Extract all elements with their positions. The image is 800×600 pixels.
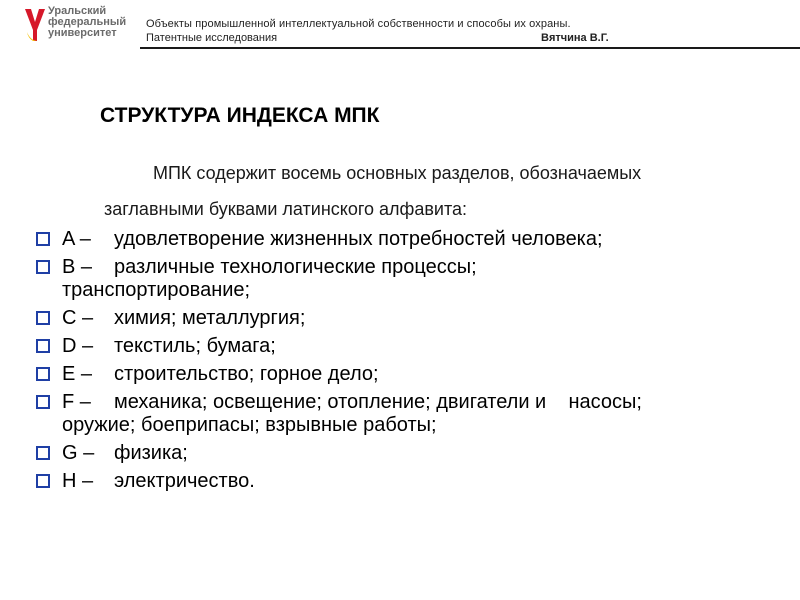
logo-line-2: федеральный [48, 16, 127, 28]
section-description-continued: транспортирование; [62, 279, 251, 301]
section-letter: F – [62, 391, 91, 413]
ipc-sections-list [36, 228, 796, 498]
section-letter: C – [62, 307, 94, 329]
section-letter: A – [62, 228, 91, 250]
section-description: химия; металлургия; [114, 307, 306, 329]
list-item [36, 228, 796, 251]
square-bullet-icon [36, 474, 50, 488]
square-bullet-icon [36, 339, 50, 353]
list-item [36, 256, 796, 302]
square-bullet-icon [36, 232, 50, 246]
square-bullet-icon [36, 260, 50, 274]
section-letter: E – [62, 363, 93, 385]
section-description: различные технологические процессы; [114, 256, 477, 278]
list-item [36, 470, 796, 493]
section-description-continued: оружие; боеприпасы; взрывные работы; [62, 414, 437, 436]
square-bullet-icon [36, 446, 50, 460]
logo-line-3: университет [48, 27, 117, 39]
square-bullet-icon [36, 395, 50, 409]
ural-university-logo-icon [24, 8, 46, 42]
section-description: электричество. [114, 470, 255, 492]
section-description: текстиль; бумага; [114, 335, 276, 357]
section-letter: B – [62, 256, 93, 278]
course-subtitle: Патентные исследования [146, 32, 278, 44]
list-item [36, 442, 796, 465]
section-letter: H – [62, 470, 94, 492]
author-name: Вятчина В.Г. [541, 32, 609, 44]
intro-line-1: МПК содержит восемь основных разделов, обозначаемых [153, 163, 642, 183]
intro-line-2: заглавными буквами латинского алфавита: [104, 199, 468, 219]
list-item [36, 363, 796, 386]
list-item [36, 307, 796, 330]
slide-header [0, 0, 800, 55]
list-item [36, 391, 796, 437]
logo-line-1: Уральский [48, 5, 107, 17]
section-description: строительство; горное дело; [114, 363, 379, 385]
university-logo [24, 6, 134, 46]
header-divider [140, 47, 800, 49]
section-letter: G – [62, 442, 95, 464]
logo-text [48, 6, 126, 39]
square-bullet-icon [36, 367, 50, 381]
list-item [36, 335, 796, 358]
section-description: механика; освещение; отопление; двигатели и насосы; [114, 391, 642, 413]
section-description: удовлетворение жизненных потребностей человека; [114, 228, 603, 250]
course-title: Объекты промышленной интеллектуальной собственности и способы их охраны. [146, 18, 571, 30]
slide-title: СТРУКТУРА ИНДЕКСА МПК [100, 104, 380, 127]
square-bullet-icon [36, 311, 50, 325]
section-letter: D – [62, 335, 94, 357]
section-description: физика; [114, 442, 188, 464]
